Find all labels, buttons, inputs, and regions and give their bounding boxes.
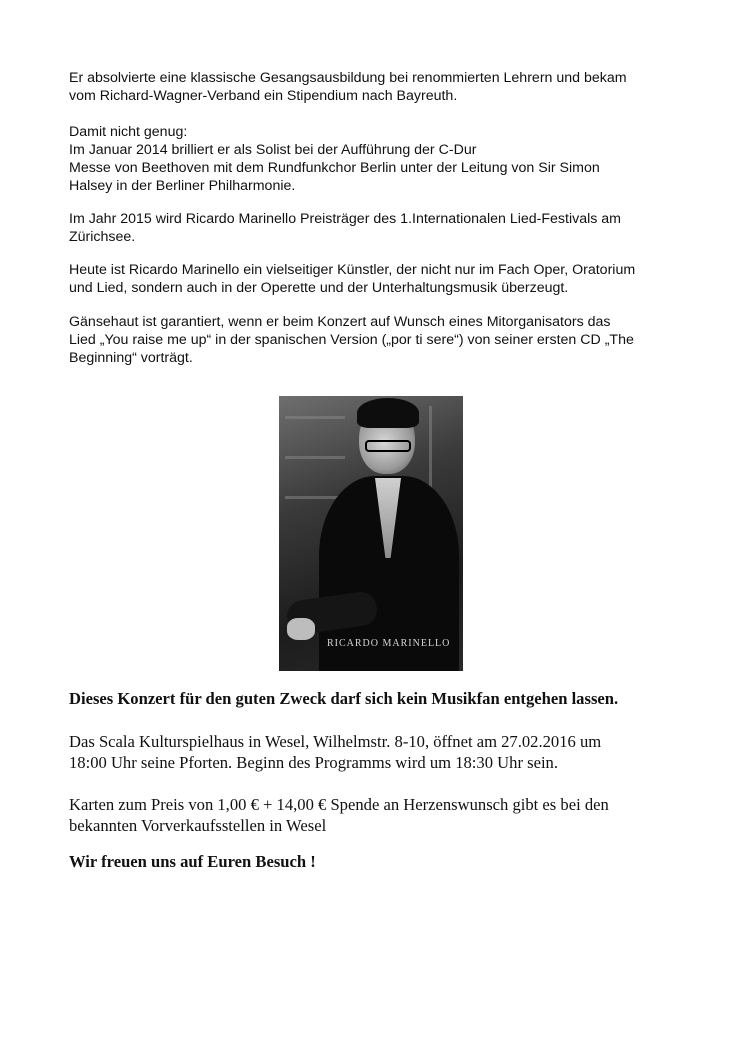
text-line: Karten zum Preis von 1,00 € + 14,00 € Spende an Herzenswunsch gibt es bei den bbox=[69, 795, 609, 814]
text-line: Im Januar 2014 brilliert er als Solist bei der Aufführung der C-Dur bbox=[69, 142, 477, 158]
paragraph-training bbox=[69, 69, 709, 105]
paragraph-tickets bbox=[69, 794, 709, 836]
paragraph-versatility bbox=[69, 261, 709, 297]
text-line: Das Scala Kulturspielhaus in Wesel, Wilhelmstr. 8-10, öffnet am 27.02.2016 um bbox=[69, 732, 602, 751]
text-line: vom Richard-Wagner-Verband ein Stipendium nach Bayreuth. bbox=[69, 88, 458, 104]
artist-portrait-photo bbox=[279, 396, 463, 671]
text-line: Messe von Beethoven mit dem Rundfunkchor Berlin unter der Leitung von Sir Simon bbox=[69, 160, 600, 176]
text-line: Er absolvierte eine klassische Gesangsausbildung bei renommierten Lehrern und bekam bbox=[69, 70, 627, 86]
paragraph-award bbox=[69, 210, 709, 246]
text-line: bekannten Vorverkaufsstellen in Wesel bbox=[69, 816, 327, 835]
paragraph-venue bbox=[69, 731, 709, 773]
text-line: Heute ist Ricardo Marinello ein vielseitiger Künstler, der nicht nur im Fach Oper, Oratorium bbox=[69, 262, 636, 278]
paragraph-philharmonie bbox=[69, 123, 709, 195]
text-line: Halsey in der Berliner Philharmonie. bbox=[69, 178, 296, 194]
text-line: und Lied, sondern auch in der Operette und der Unterhaltungsmusik überzeugt. bbox=[69, 280, 569, 296]
headline: Dieses Konzert für den guten Zweck darf sich kein Musikfan entgehen lassen. bbox=[69, 689, 619, 708]
text-line: Lied „You raise me up“ in der spanischen Version („por ti sere“) von seiner ersten CD „The bbox=[69, 332, 634, 348]
text-line: Im Jahr 2015 wird Ricardo Marinello Preisträger des 1.Internationalen Lied-Festivals am bbox=[69, 211, 621, 227]
paragraph-song bbox=[69, 313, 709, 367]
closing-line: Wir freuen uns auf Euren Besuch ! bbox=[69, 852, 316, 871]
text-line: Zürichsee. bbox=[69, 229, 136, 245]
text-line: 18:00 Uhr seine Pforten. Beginn des Programms wird um 18:30 Uhr sein. bbox=[69, 753, 558, 772]
text-line: Damit nicht genug: bbox=[69, 124, 188, 140]
photo-signature: RICARDO MARINELLO bbox=[327, 638, 451, 649]
text-line: Beginning“ vorträgt. bbox=[69, 350, 193, 366]
text-line: Gänsehaut ist garantiert, wenn er beim Konzert auf Wunsch eines Mitorganisators das bbox=[69, 314, 611, 330]
